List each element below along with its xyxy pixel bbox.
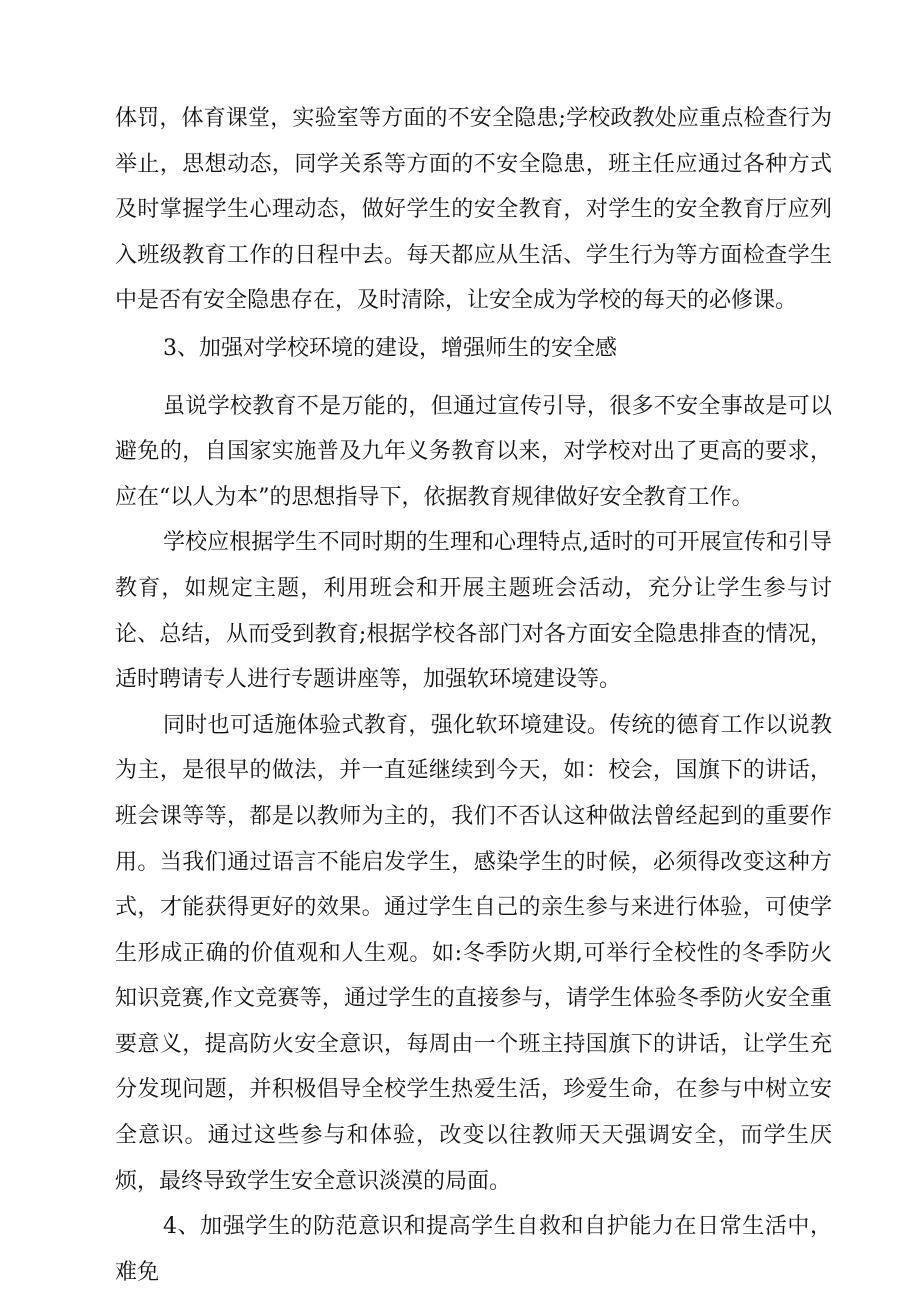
paragraph-publicity-guidance: 学校应根据学生不同时期的生理和心理特点,适时的可开展宣传和引导教育，如规定主题，利用班会和开展主题班会活动，充分让学生参与讨论、总结，从而受到教育;根据学校各部门对各方面安全隐患排查的情况，适时聘请专人进行专题讲座等，加强软环境建设等。 <box>115 530 832 693</box>
section-heading-3: 3、加强对学校环境的建设，增强师生的安全感 <box>163 335 617 361</box>
document-page <box>115 96 832 1295</box>
section-heading-4: 4、加强学生的防范意识和提高学生自救和自护能力在日常生活中，难免 <box>115 1214 832 1285</box>
paragraph-safety-hazards: 体罚，体育课堂，实验室等方面的不安全隐患;学校政教处应重点检查行为举止，思想动态，同学关系等方面的不安全隐患，班主任应通过各种方式及时掌握学生心理动态，做好学生的安全教育，对学生的安全教育厅应列入班级教育工作的日程中去。每天都应从生活、学生行为等方面检查学生中是否有安全隐患存在，及时清除，让安全成为学校的每天的必修课。 <box>115 106 832 314</box>
paragraph-education-not-omnipotent: 虽说学校教育不是万能的，但通过宣传引导，很多不安全事故是可以避免的，自国家实施普及九年义务教育以来，对学校对出了更高的要求，应在“以人为本”的思想指导下，依据教育规律做好安全教育工作。 <box>115 393 832 510</box>
paragraph-experiential-education: 同时也可适施体验式教育，强化软环境建设。传统的德育工作以说教为主，是很早的做法，并一直延继续到今天，如：校会，国旗下的讲话，班会课等等，都是以教师为主的，我们不否认这种做法曾经起到的重要作用。当我们通过语言不能启发学生，感染学生的时候，必须得改变这种方式，才能获得更好的效果。通过学生自己的亲生参与来进行体验，可使学生形成正确的价值观和人生观。如:冬季防火期,可举行全校性的冬季防火知识竞赛,作文竞赛等，通过学生的直接参与，请学生体验冬季防火安全重要意义，提高防火安全意识，每周由一个班主持国旗下的讲话，让学生充分发现问题，并积极倡导全校学生热爱生活，珍爱生命，在参与中树立安全意识。通过这些参与和体验，改变以往教师天天强调安全，而学生厌烦，最终导致学生安全意识淡漠的局面。 <box>115 712 832 1194</box>
